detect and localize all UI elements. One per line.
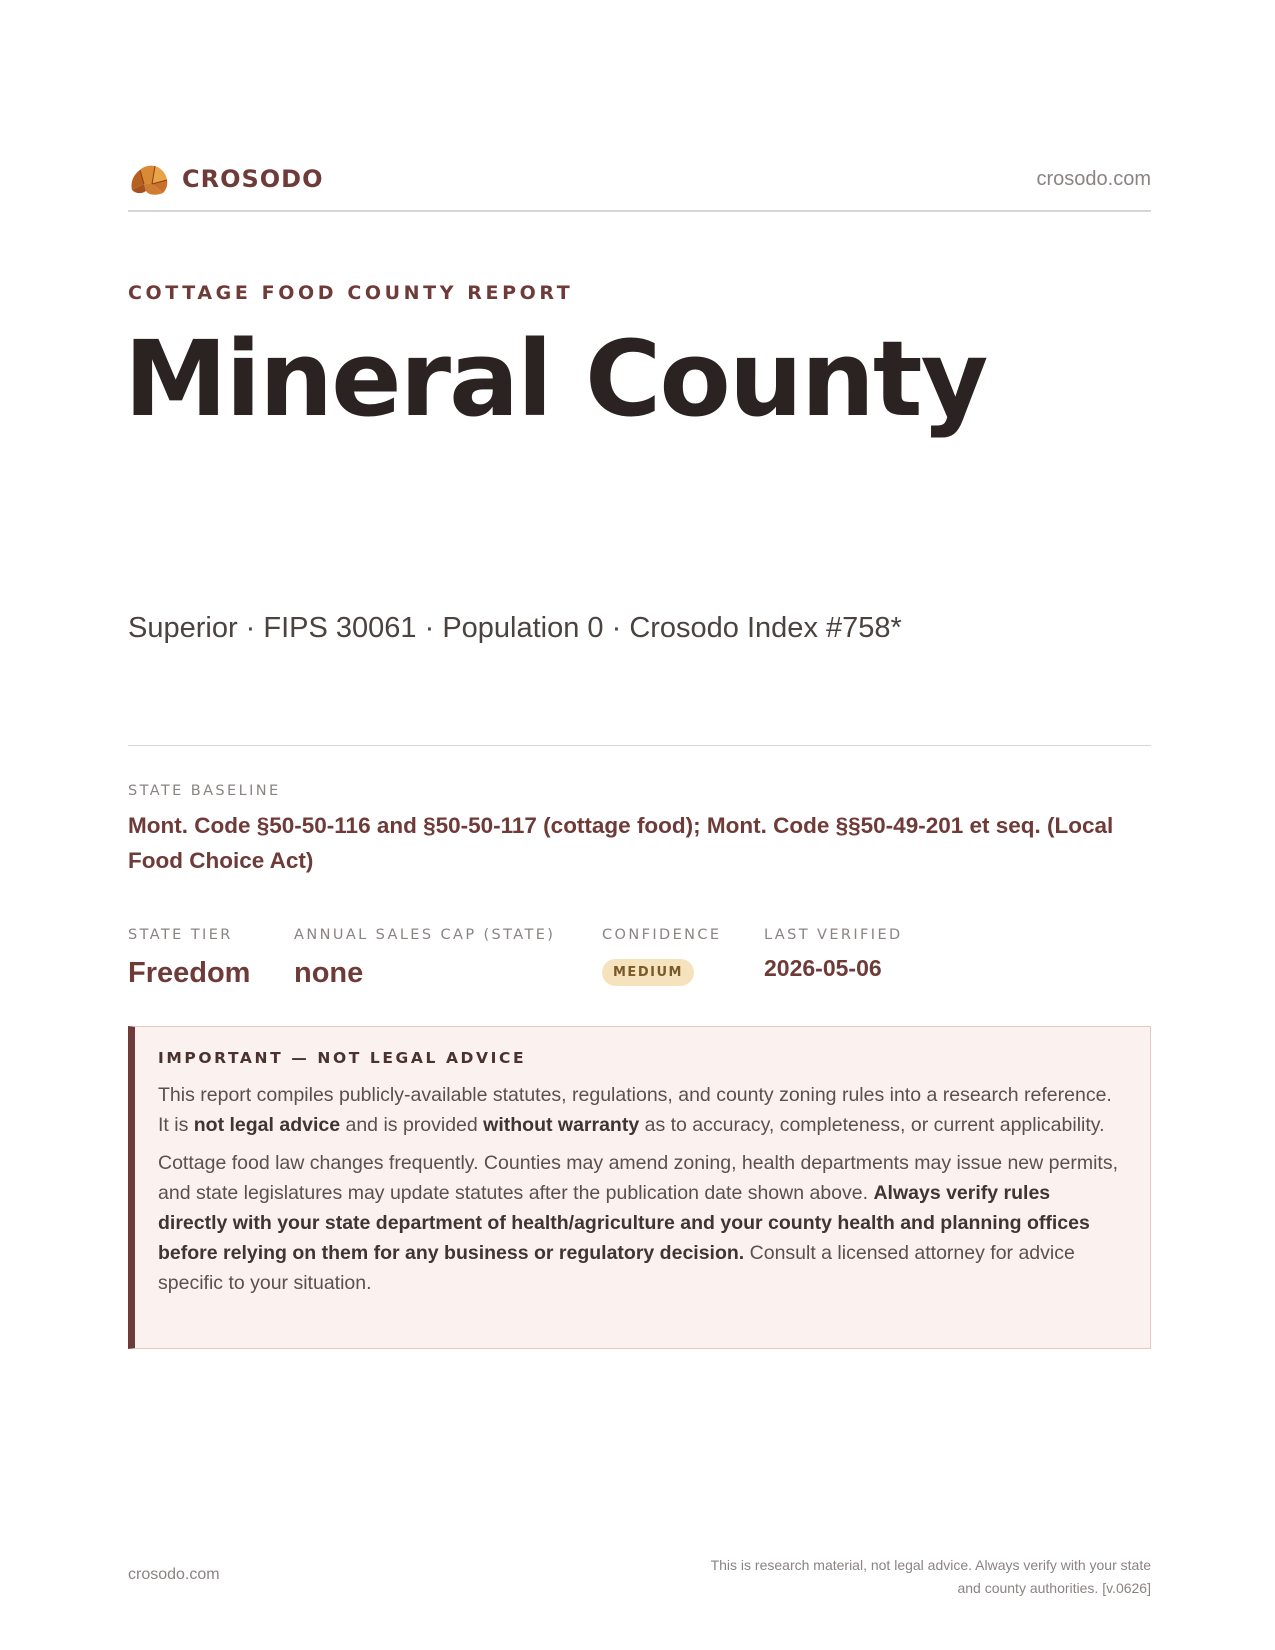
footer-site-link[interactable]: crosodo.com	[128, 1566, 220, 1583]
county-title: Mineral County	[124, 318, 987, 440]
brand	[128, 160, 324, 198]
notice-text: and is provided	[340, 1114, 484, 1136]
notice-text: Consult a licensed attorney for advice specific to your situation.	[158, 1242, 1075, 1294]
legal-notice-paragraph-2	[158, 1148, 1124, 1298]
confidence-label: CONFIDENCE	[602, 927, 722, 943]
notice-text: Cottage food law changes frequently. Counties may amend zoning, health departments may issue new permits, and state legislatures may update statutes after the publication date shown above.	[158, 1152, 1118, 1204]
state-baseline-text: Mont. Code §50-50-116 and §50-50-117 (cottage food); Mont. Code §§50-49-201 et seq. (Local Food Choice Act)	[128, 813, 1114, 873]
header	[128, 158, 1151, 200]
footer-disclaimer	[611, 1554, 1151, 1600]
notice-emphasis: not legal advice	[193, 1114, 341, 1136]
notice-emphasis: without warranty	[483, 1114, 640, 1136]
notice-text: as to accuracy, completeness, or current applicability.	[639, 1114, 1105, 1136]
stat-sales-cap	[294, 927, 555, 990]
legal-notice-title: IMPORTANT — NOT LEGAL ADVICE	[158, 1049, 527, 1067]
state-tier-value: Freedom	[128, 957, 251, 989]
report-eyebrow: COTTAGE FOOD COUNTY REPORT	[128, 282, 574, 304]
section-divider	[128, 745, 1151, 746]
sales-cap-value: none	[294, 957, 364, 989]
site-link[interactable]: crosodo.com	[1036, 167, 1151, 190]
legal-notice	[128, 1026, 1151, 1349]
state-baseline-label: STATE BASELINE	[128, 783, 281, 799]
stat-confidence	[602, 927, 721, 986]
brand-name: CROSODO	[182, 165, 324, 193]
legal-notice-paragraph-1	[158, 1080, 1124, 1140]
notice-emphasis: Always verify rules directly with your state department of health/agriculture and your county health and planning offices before relying on them for any business or regulatory decision.	[158, 1182, 1090, 1264]
sales-cap-label: ANNUAL SALES CAP (STATE)	[294, 927, 556, 943]
confidence-badge: MEDIUM	[602, 959, 694, 986]
last-verified-label: LAST VERIFIED	[764, 927, 903, 943]
stat-state-tier	[128, 927, 250, 990]
notice-text: This report compiles publicly-available statutes, regulations, and county zoning rules into a research reference. It is	[158, 1084, 1112, 1136]
footer-disclaimer-line-1: This is research material, not legal advice. Always verify with your state	[710, 1557, 1151, 1573]
stat-last-verified	[764, 927, 903, 982]
last-verified-value: 2026-05-06	[764, 955, 882, 981]
footer-disclaimer-line-2: and county authorities. [v.0626]	[957, 1580, 1151, 1596]
state-tier-label: STATE TIER	[128, 927, 233, 943]
croissant-icon	[128, 160, 170, 198]
county-meta-line: Superior · FIPS 30061 · Population 0 · Crosodo Index #758*	[128, 612, 902, 644]
header-divider	[128, 210, 1151, 212]
